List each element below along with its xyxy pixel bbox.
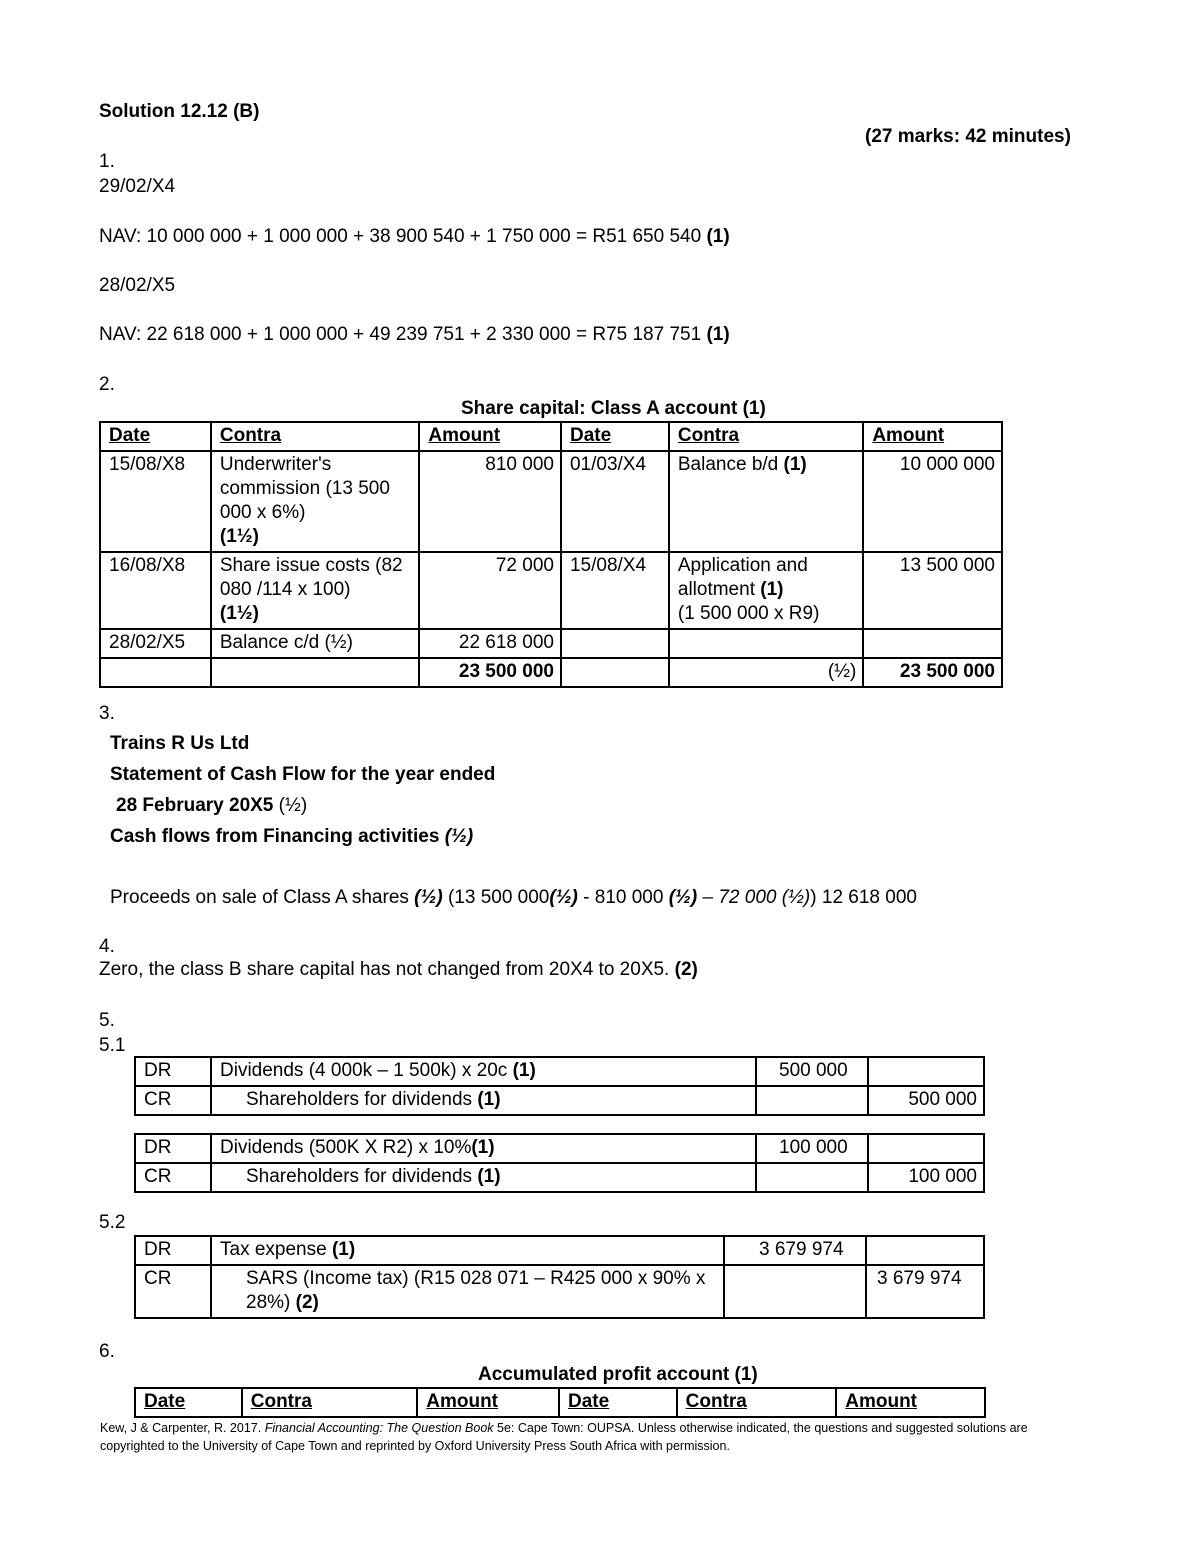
description-text: Dividends (500K X R2) x 10% <box>220 1137 472 1158</box>
amount-cell: 810 000 <box>419 451 561 552</box>
mark: (1) <box>760 579 784 600</box>
q1-nav-x5 <box>99 323 730 347</box>
share-capital-title: Share capital: Class A account (1) <box>461 398 766 419</box>
header-date: Date <box>100 422 211 451</box>
table-row <box>100 629 1002 658</box>
debit-cell: 500 000 <box>756 1057 868 1086</box>
dr-cr-cell: DR <box>135 1057 211 1086</box>
proceeds-total: ) 12 618 000 <box>810 887 917 908</box>
q5-number: 5. <box>99 1010 115 1031</box>
q1-date-x4: 29/02/X4 <box>99 176 176 197</box>
journal-row <box>135 1086 984 1115</box>
contra-text: Balance b/d <box>677 454 779 475</box>
header-amount: Amount <box>417 1388 559 1417</box>
total-left: 23 500 000 <box>419 658 561 687</box>
total-right: 23 500 000 <box>863 658 1002 687</box>
description-cell <box>211 1236 724 1265</box>
header-date: Date <box>559 1388 677 1417</box>
table-row <box>100 552 1002 629</box>
q4-answer-text: Zero, the class B share capital has not changed from 20X4 to 20X5. <box>99 959 670 980</box>
journal-row <box>135 1057 984 1086</box>
footer-notice: 5e: Cape Town: OUPSA. Unless otherwise indicated, the questions and suggested solutions are copyrighted to the University of Cape Town and reprinted by Oxford University Press South Africa with permission. <box>100 1421 1028 1453</box>
q5-1-number: 5.1 <box>99 1035 126 1056</box>
credit-cell <box>868 1134 984 1163</box>
total-row <box>100 658 1002 687</box>
journal-entry-dividends-2 <box>134 1133 985 1193</box>
empty-cell <box>561 658 669 687</box>
empty-cell <box>100 658 211 687</box>
accumulated-profit-ledger <box>134 1387 986 1418</box>
dr-cr-cell: CR <box>135 1086 211 1115</box>
credit-cell: 100 000 <box>868 1163 984 1192</box>
q4-number: 4. <box>99 936 115 957</box>
mark: (1½) <box>219 526 259 547</box>
proceeds-commission: - 810 000 <box>583 887 664 908</box>
amount-cell <box>863 629 1002 658</box>
description-cell <box>211 1134 756 1163</box>
marks-allocation: (27 marks: 42 minutes) <box>865 126 1071 147</box>
share-capital-ledger <box>99 421 1003 688</box>
page-title: Solution 12.12 (B) <box>99 101 260 122</box>
credit-cell: 500 000 <box>868 1086 984 1115</box>
mark: (½) <box>278 795 308 816</box>
mark: (2) <box>674 959 698 980</box>
dr-cr-cell: DR <box>135 1134 211 1163</box>
journal-row <box>135 1265 984 1318</box>
description-text: Dividends (4 000k – 1 500k) x 20c <box>220 1060 508 1081</box>
date-cell: 28/02/X5 <box>100 629 211 658</box>
mark: (½) <box>549 887 578 908</box>
date-cell: 16/08/X8 <box>100 552 211 629</box>
statement-title: Statement of Cash Flow for the year ended <box>110 764 496 785</box>
header-contra: Contra <box>242 1388 418 1417</box>
proceeds-costs: – 72 000 (½) <box>702 887 811 908</box>
ledger-header-row <box>100 422 1002 451</box>
journal-row <box>135 1134 984 1163</box>
header-contra: Contra <box>669 422 863 451</box>
mark: (1½) <box>219 603 259 624</box>
mark: (1) <box>783 454 807 475</box>
date-cell <box>561 629 669 658</box>
nav-x4-text: NAV: 10 000 000 + 1 000 000 + 38 900 540 + 1 750 000 = R51 650 540 <box>99 226 702 247</box>
q3-number: 3. <box>99 703 115 724</box>
mark: (1) <box>706 324 730 345</box>
proceeds-line <box>110 886 917 910</box>
date-cell: 01/03/X4 <box>561 451 669 552</box>
q2-number: 2. <box>99 374 115 395</box>
description-cell <box>211 1265 724 1318</box>
header-date: Date <box>561 422 669 451</box>
dr-cr-cell: DR <box>135 1236 211 1265</box>
mark: (1) <box>706 226 730 247</box>
mark: (1) <box>477 1089 501 1110</box>
amount-cell: 22 618 000 <box>419 629 561 658</box>
copyright-footer <box>100 1419 1090 1455</box>
q6-number: 6. <box>99 1341 115 1362</box>
contra-cell <box>211 552 419 629</box>
header-contra: Contra <box>211 422 419 451</box>
description-cell <box>211 1057 756 1086</box>
contra-cell <box>669 552 863 629</box>
description-cell <box>211 1086 756 1115</box>
footer-book-title: Financial Accounting: The Question Book <box>264 1421 494 1435</box>
header-amount: Amount <box>863 422 1002 451</box>
description-text: SARS (Income tax) (R15 028 071 – R425 000 x 90% x 28%) <box>246 1268 706 1313</box>
ledger-header-row <box>135 1388 985 1417</box>
mark: (1) <box>477 1166 501 1187</box>
table-row <box>100 451 1002 552</box>
contra-cell <box>669 451 863 552</box>
statement-date-text: 28 February 20X5 <box>116 795 274 816</box>
debit-cell: 3 679 974 <box>724 1236 866 1265</box>
footer-authors: Kew, J & Carpenter, R. 2017. <box>100 1421 262 1435</box>
statement-date <box>116 794 307 818</box>
section-heading <box>110 825 473 849</box>
mark: (1) <box>471 1137 495 1158</box>
debit-cell <box>756 1163 868 1192</box>
q1-nav-x4 <box>99 225 730 249</box>
mark: (½) <box>414 887 443 908</box>
contra-text: Share issue costs (82 080 /114 x 100) <box>219 555 403 600</box>
q5-2-number: 5.2 <box>99 1212 126 1233</box>
header-amount: Amount <box>836 1388 985 1417</box>
q1-number: 1. <box>99 151 115 172</box>
contra-text: Underwriter's commission (13 500 000 x 6%) <box>219 454 390 523</box>
dr-cr-cell: CR <box>135 1163 211 1192</box>
journal-entry-tax <box>134 1235 985 1319</box>
contra-cell: Balance c/d (½) <box>211 629 419 658</box>
description-text: Shareholders for dividends <box>246 1166 473 1187</box>
amount-cell: 13 500 000 <box>863 552 1002 629</box>
debit-cell <box>756 1086 868 1115</box>
description-text: Shareholders for dividends <box>246 1089 473 1110</box>
journal-row <box>135 1236 984 1265</box>
description-text: Tax expense <box>220 1239 327 1260</box>
contra-cell <box>669 629 863 658</box>
header-contra: Contra <box>677 1388 837 1417</box>
mark: (½) <box>668 887 698 908</box>
total-mark: (½) <box>669 658 863 687</box>
description-cell <box>211 1163 756 1192</box>
date-cell: 15/08/X4 <box>561 552 669 629</box>
debit-cell <box>724 1265 866 1318</box>
q4-answer <box>99 958 698 982</box>
journal-row <box>135 1163 984 1192</box>
proceeds-calc: (13 500 000 <box>447 887 550 908</box>
accumulated-profit-title: Accumulated profit account (1) <box>478 1364 758 1385</box>
credit-cell: 3 679 974 <box>866 1265 984 1318</box>
mark: (1) <box>512 1060 536 1081</box>
contra-cell <box>211 451 419 552</box>
mark: (½) <box>444 826 474 847</box>
dr-cr-cell: CR <box>135 1265 211 1318</box>
credit-cell <box>868 1057 984 1086</box>
amount-cell: 10 000 000 <box>863 451 1002 552</box>
company-name: Trains R Us Ltd <box>110 733 250 754</box>
mark: (2) <box>295 1292 319 1313</box>
contra-calc: (1 500 000 x R9) <box>677 603 820 624</box>
credit-cell <box>866 1236 984 1265</box>
date-cell: 15/08/X8 <box>100 451 211 552</box>
q1-date-x5: 28/02/X5 <box>99 275 176 296</box>
proceeds-label: Proceeds on sale of Class A shares <box>110 887 409 908</box>
nav-x5-text: NAV: 22 618 000 + 1 000 000 + 49 239 751 + 2 330 000 = R75 187 751 <box>99 324 702 345</box>
mark: (1) <box>331 1239 356 1260</box>
header-amount: Amount <box>419 422 561 451</box>
header-date: Date <box>135 1388 242 1417</box>
section-heading-text: Cash flows from Financing activities <box>110 826 440 847</box>
amount-cell: 72 000 <box>419 552 561 629</box>
debit-cell: 100 000 <box>756 1134 868 1163</box>
contra-text: Application and allotment <box>677 555 808 600</box>
empty-cell <box>211 658 419 687</box>
journal-entry-dividends-1 <box>134 1056 985 1116</box>
